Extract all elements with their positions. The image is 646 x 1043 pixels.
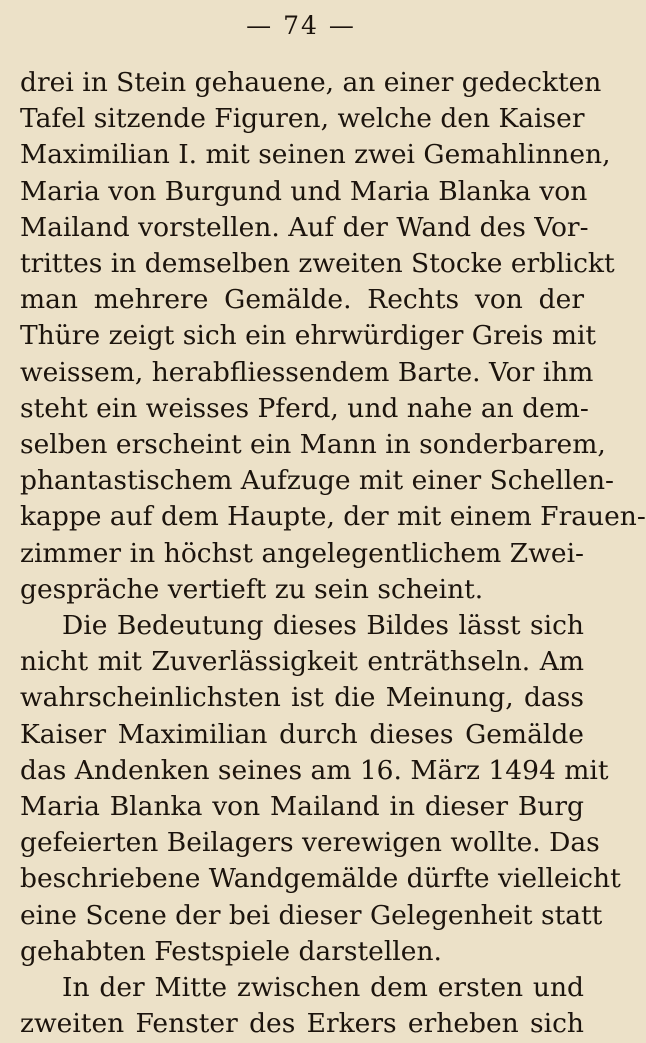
text-line-2: Tafel sitzende Figuren, welche den Kaiser [20,103,585,135]
text-line-7: man mehrere Gemälde. Rechts von der [20,284,584,316]
text-line-21: Maria Blanka von Mailand in dieser Burg [20,791,584,822]
text-line-5: Mailand vorstellen. Auf der Wand des Vor- [20,211,589,243]
text-line-19: Kaiser Maximilian durch dieses Gemälde [20,718,584,750]
text-line-18: wahrscheinlichsten ist die Meinung, dass [20,682,584,714]
text-line-23: beschriebene Wandgemälde dürfte vielleicht [20,863,621,895]
text-line-14: zimmer in höchst angelegentlichem Zwei- [20,537,584,569]
text-line-11: selben erscheint ein Mann in sonderbarem, [20,429,606,460]
page-number: — 74 — [246,11,356,40]
text-line-6: trittes in demselben zweiten Stocke erblickt [20,248,615,279]
text-line-17: nicht mit Zuverlässigkeit enträthseln. Am [20,646,584,678]
text-line-4: Maria von Burgund und Maria Blanka von [20,175,588,207]
text-line-3: Maximilian I. mit seinen zwei Gemahlinnen, [20,139,611,171]
text-line-16: Die Bedeutung dieses Bildes lässt sich [62,610,584,641]
text-line-10: steht ein weisses Pferd, und nahe an dem- [20,392,589,424]
text-line-13: kappe auf dem Haupte, der mit einem Frauen- [20,501,646,533]
text-line-12: phantastischem Aufzuge mit einer Schellen- [20,465,614,497]
text-line-1: drei in Stein gehauene, an einer gedeckten [20,67,602,98]
text-line-26: In der Mitte zwischen dem ersten und [62,972,584,1003]
text-line-27: zweiten Fenster des Erkers erheben sich [20,1008,584,1040]
text-line-25: gehabten Festspiele darstellen. [20,935,442,967]
text-line-8: Thüre zeigt sich ein ehrwürdiger Greis mit [20,320,597,352]
text-line-24: eine Scene der bei dieser Gelegenheit statt [20,899,603,931]
text-line-9: weissem, herabfliessendem Barte. Vor ihm [20,356,594,388]
text-line-22: gefeierten Beilagers verewigen wollte. Das [20,827,600,859]
text-line-20: das Andenken seines am 16. März 1494 mit [20,754,609,786]
text-line-15: gespräche vertieft zu sein scheint. [20,573,484,605]
